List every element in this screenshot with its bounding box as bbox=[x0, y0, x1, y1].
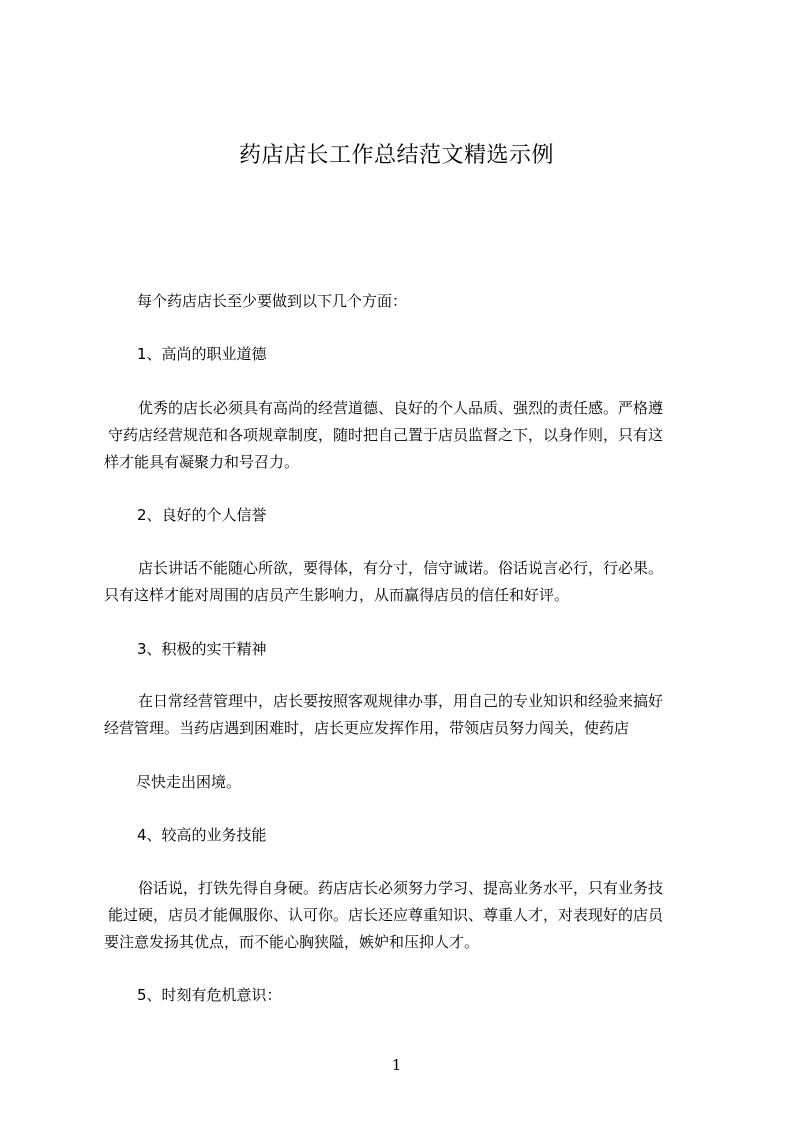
section-heading: 2、良好的个人信誉 bbox=[137, 506, 267, 524]
page-number: 1 bbox=[391, 1056, 402, 1074]
paragraph-line: 经营管理。当药店遇到困难时，店长更应发挥作用，带领店员努力闯关，使药店 bbox=[104, 719, 630, 737]
paragraph-line: 要注意发扬其优点，而不能心胸狭隘，嫉妒和压抑人才。 bbox=[104, 933, 480, 951]
section-heading: 5、时刻有危机意识： bbox=[137, 986, 282, 1004]
paragraph-line: 店长讲话不能随心所欲，要得体，有分寸，信守诚诺。俗话说言必行，行必果。 bbox=[138, 559, 664, 577]
paragraph-line: 样才能具有凝聚力和号召力。 bbox=[104, 453, 300, 471]
paragraph-line: 在日常经营管理中，店长要按照客观规律办事，用自己的专业知识和经验来搞好 bbox=[138, 692, 664, 710]
paragraph-line: 守药店经营规范和各项规章制度，随时把自己置于店员监督之下，以身作则，只有这 bbox=[108, 426, 664, 444]
section-heading: 1、高尚的职业道德 bbox=[137, 345, 267, 363]
document-title: 药店店长工作总结范文精选示例 bbox=[238, 143, 554, 168]
paragraph-line: 俗话说，打铁先得自身硬。药店店长必须努力学习、提高业务水平，只有业务技 bbox=[138, 879, 664, 897]
paragraph-line: 能过硬，店员才能佩服你、认可你。店长还应尊重知识、尊重人才，对表现好的店员 bbox=[108, 906, 664, 924]
section-heading: 3、积极的实干精神 bbox=[137, 640, 267, 658]
intro-text: 每个药店店长至少要做到以下几个方面： bbox=[137, 292, 408, 310]
section-heading: 4、较高的业务技能 bbox=[137, 826, 267, 844]
paragraph-line: 只有这样才能对周围的店员产生影响力，从而赢得店员的信任和好评。 bbox=[104, 586, 570, 604]
paragraph-line: 尽快走出困境。 bbox=[136, 773, 242, 791]
paragraph-line: 优秀的店长必须具有高尚的经营道德、良好的个人品质、强烈的责任感。严格遵 bbox=[138, 399, 664, 417]
